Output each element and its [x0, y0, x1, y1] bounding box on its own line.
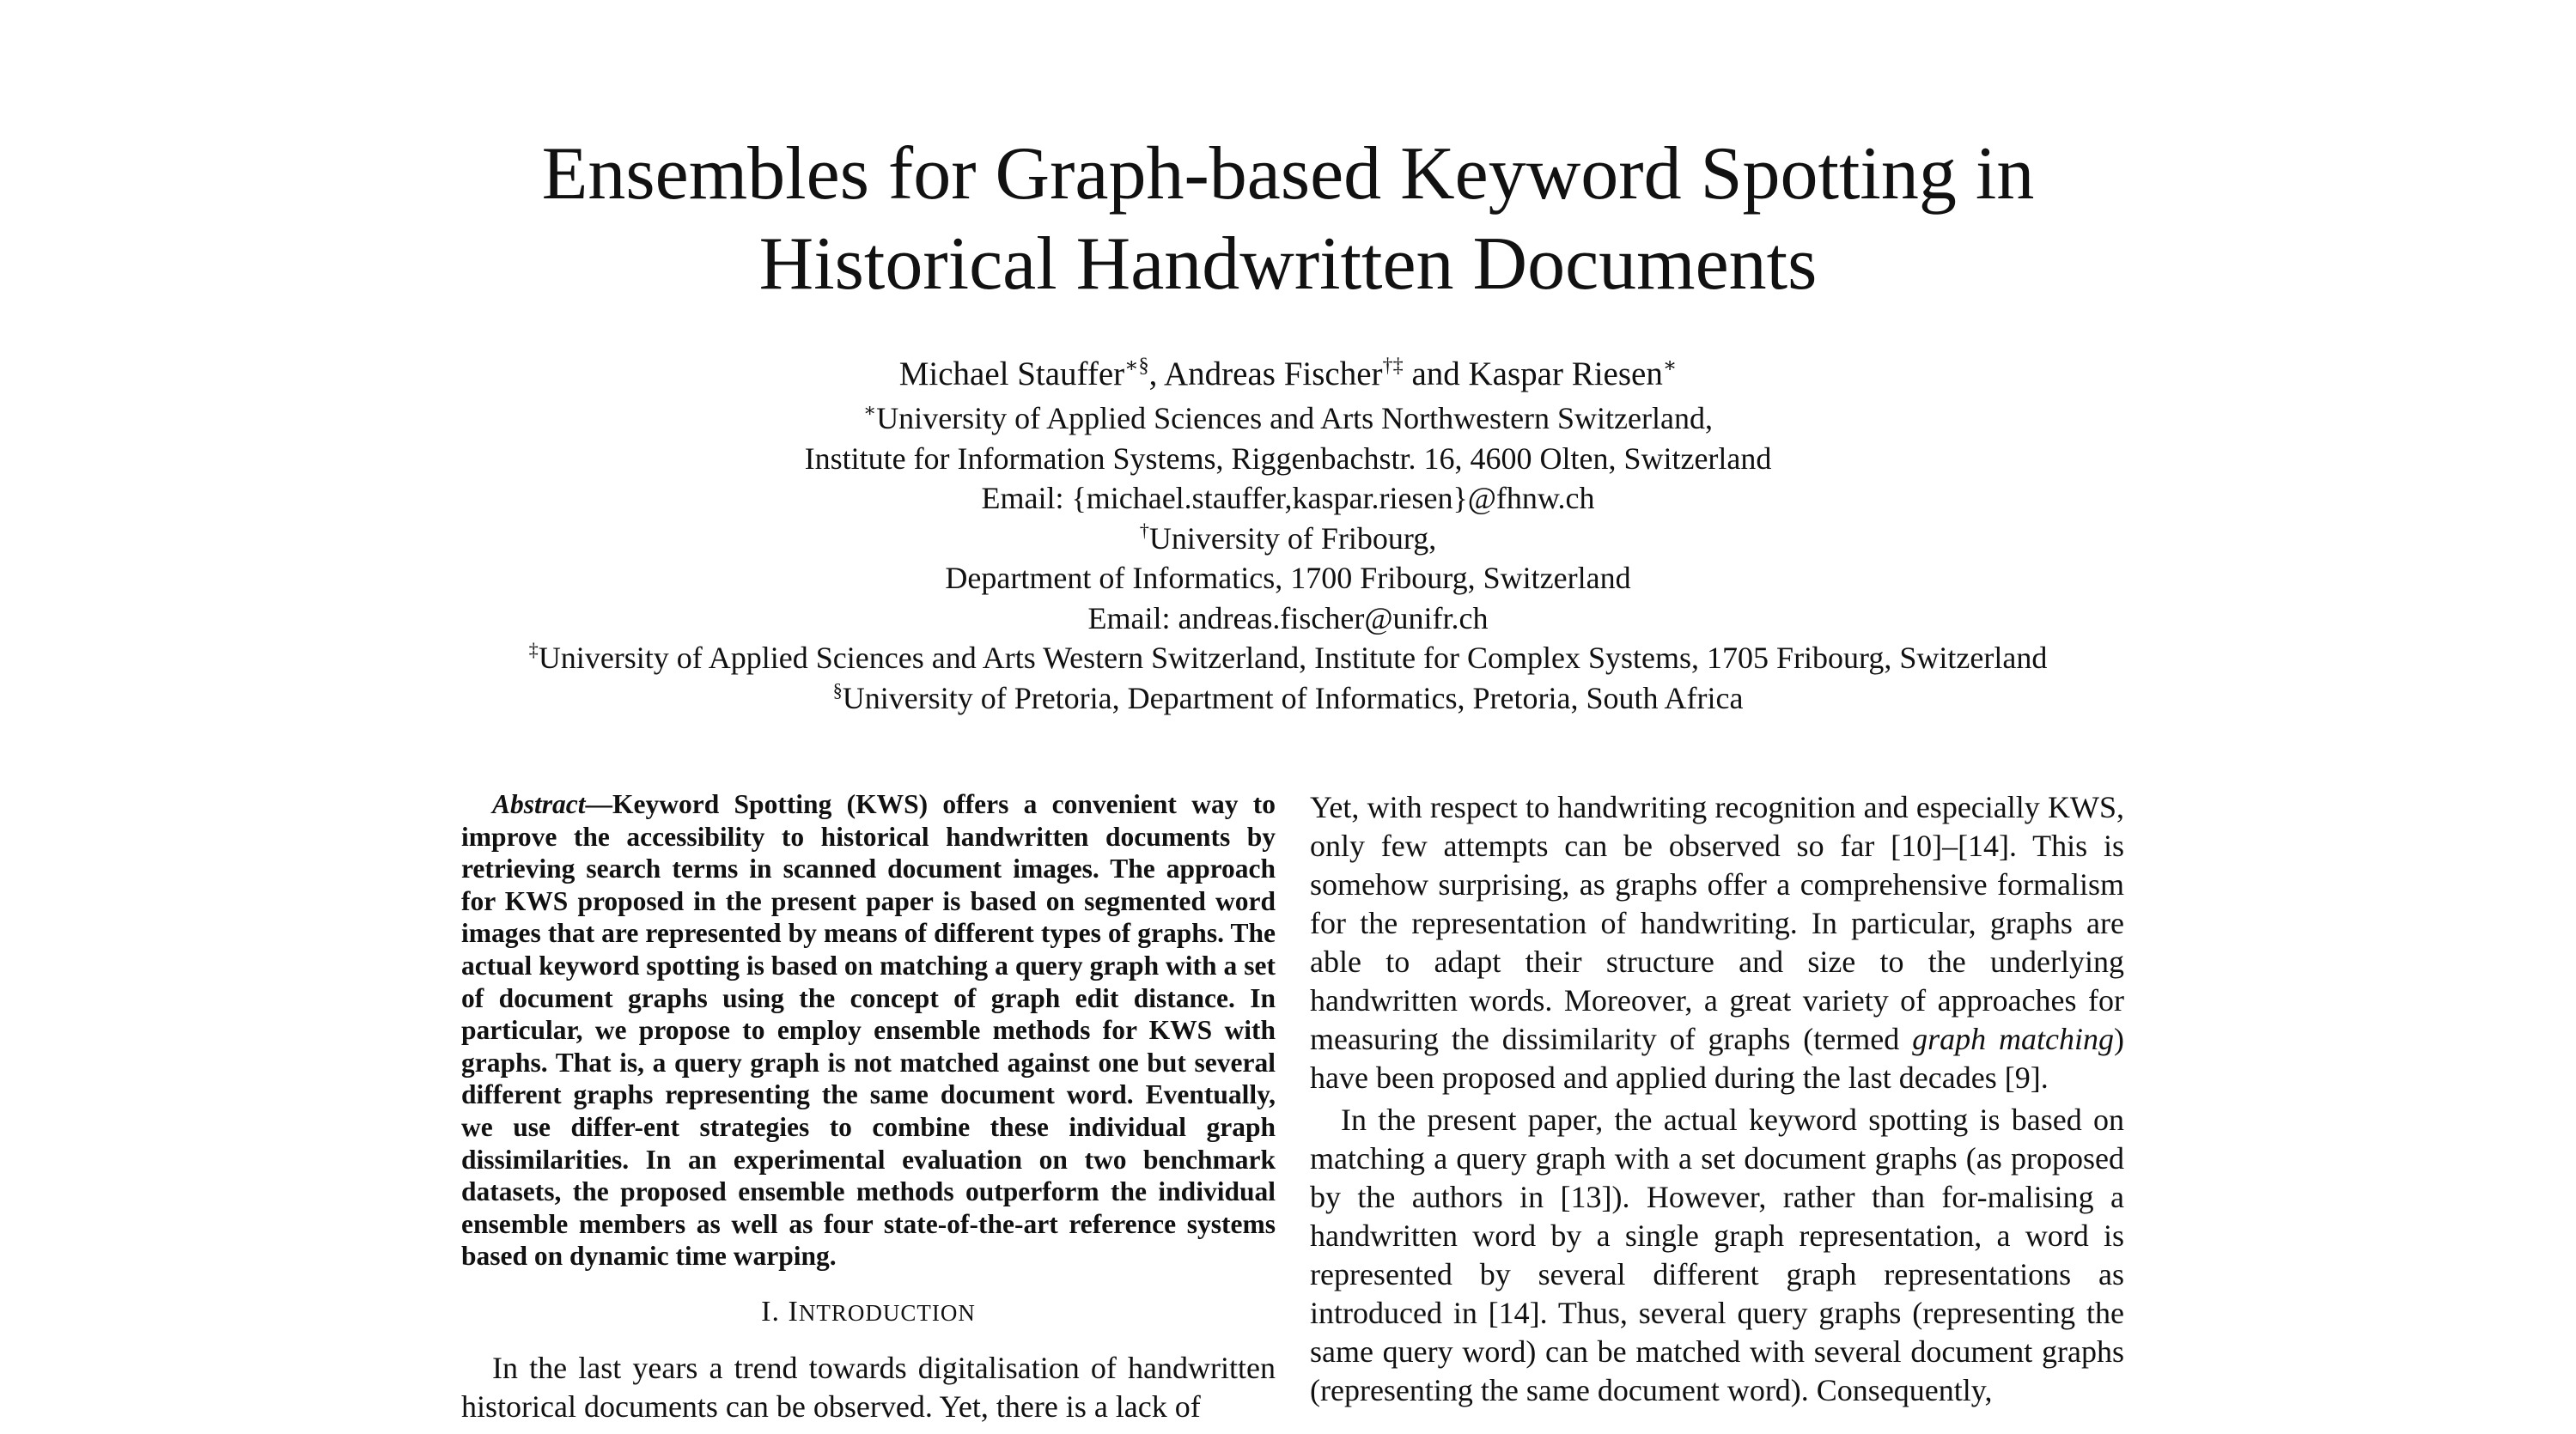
intro-paragraph: In the last years a trend towards digitalisation of handwritten historical documents can be observed. Yet, there is a lack of: [461, 1350, 1276, 1424]
abstract-lead: Abstract: [492, 789, 586, 819]
affiliation-line: Institute for Information Systems, Riggenbachstr. 16, 4600 Olten, Switzerland: [804, 441, 1772, 476]
title-line-1: Ensembles for Graph-based Keyword Spotting in: [541, 132, 2035, 216]
affiliation-mark: †: [1139, 519, 1149, 541]
affiliation-line: ‡University of Applied Sciences and Arts Western Switzerland, Institute for Complex Systems, 1705 Fribourg, Switzerland: [528, 639, 2048, 675]
author-list: [0, 354, 2576, 395]
affiliation-email: Email: {michael.stauffer,kaspar.riesen}@fhnw.ch: [981, 481, 1595, 515]
section-title-initial: I: [788, 1295, 799, 1328]
affiliation-mark: ‡: [528, 639, 539, 661]
right-column: [1310, 788, 2124, 1434]
affiliations: [0, 398, 2576, 718]
affiliation-line: †University of Fribourg,: [1139, 519, 1437, 556]
author-separator: and: [1403, 355, 1469, 392]
section-heading-introduction: [461, 1295, 1276, 1330]
emphasis-term: graph matching: [1912, 1022, 2114, 1056]
author-separator: ,: [1148, 355, 1164, 392]
section-number: I.: [761, 1295, 780, 1328]
abstract: [461, 788, 1276, 1273]
body-paragraph: Yet, with respect to handwriting recognition and especially KWS, only few attempts can be observed so far [10]–[14]. This is somehow surprising, as graphs offer a comprehensive formalism for the representation of handwriting. In particular, graphs are able to adapt their structure and size to the underlying handwritten words. Moreover, a great variety of approaches for measuring the dissimilarity of graphs (termed graph matching) have been proposed and applied during the last decades [9].: [1310, 790, 2124, 1095]
author-affiliation-mark: ∗: [1662, 354, 1678, 378]
abstract-text: Keyword Spotting (KWS) offers a convenient way to improve the accessibility to historical handwritten documents by retrieving search terms in scanned document images. The approach for KWS proposed in the present paper is based on segmented word images that are represented by means of different types of graphs. The actual keyword spotting is based on matching a query graph with a set of document graphs using the concept of graph edit distance. In particular, we propose to employ ensemble methods for KWS with graphs. That is, a query graph is not matched against one but several different graphs representing the same document word. Eventually, we use differ-ent strategies to combine these individual graph dissimilarities. In an experimental evaluation on two benchmark datasets, the proposed ensemble methods outperform the individual ensemble members as well as four state-of-the-art reference systems based on dynamic time warping.: [461, 789, 1276, 1272]
author-name: Kaspar Riesen: [1468, 355, 1663, 392]
section-title-rest: NTRODUCTION: [798, 1299, 976, 1326]
affiliation-line: §University of Pretoria, Department of Informatics, Pretoria, South Africa: [832, 678, 1744, 715]
title-line-2: Historical Handwritten Documents: [758, 222, 1818, 306]
affiliation-line: ∗University of Applied Sciences and Arts Northwestern Switzerland,: [863, 399, 1713, 435]
abstract-dash: —: [585, 789, 613, 819]
author-affiliation-mark: †‡: [1382, 354, 1404, 378]
author-affiliation-mark: ∗§: [1124, 354, 1149, 378]
author-name: Michael Stauffer: [898, 355, 1125, 392]
affiliation-email: Email: andreas.fischer@unifr.ch: [1087, 600, 1489, 635]
affiliation-mark: ∗: [863, 399, 877, 422]
affiliation-line: Department of Informatics, 1700 Fribourg, Switzerland: [945, 561, 1631, 595]
body-paragraph: In the present paper, the actual keyword spotting is based on matching a query graph with a set document graphs (as proposed by the authors in [13]). However, rather than for-malising a handwritten word by a single graph representation, a word is represented by several different graph representations as introduced in [14]. Thus, several query graphs (representing the same query word) can be matched with several document graphs (representing the same document word). Consequently,: [1310, 1103, 2124, 1407]
author-name: Andreas Fischer: [1164, 355, 1383, 392]
affiliation-mark: §: [832, 678, 843, 701]
paper-title: [0, 129, 2576, 309]
left-column: [461, 788, 1276, 1434]
